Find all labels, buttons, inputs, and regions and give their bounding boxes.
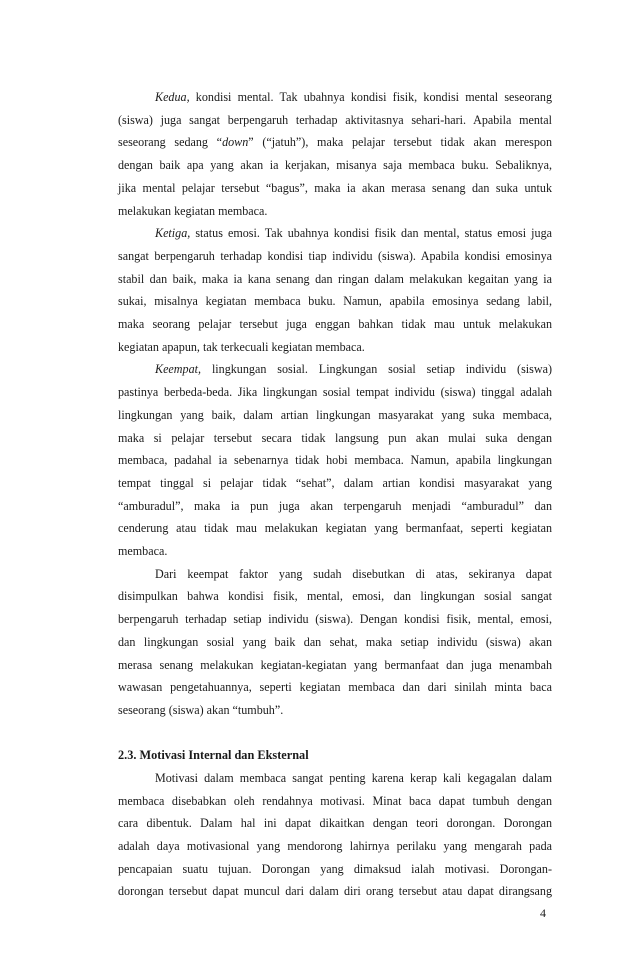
text-line: membaca disebabkan oleh rendahnya motivasi. Minat baca dapat tumbuh dengan bbox=[118, 793, 552, 808]
text-line: melakukan kegiatan membaca. bbox=[118, 203, 268, 218]
text-line: membaca, padahal ia sebenarnya tidak hobi membaca. Namun, apabila lingkungan bbox=[118, 453, 552, 468]
text-line: lingkungan yang baik, dalam artian lingkungan masyarakat yang suka membaca, bbox=[118, 407, 552, 422]
text-line: cenderung atau tidak mau melakukan kegiatan yang bermanfaat, seperti kegiatan bbox=[118, 521, 552, 536]
text-line: cara dibentuk. Dalam hal ini dapat dikaitkan dengan teori dorongan. Dorongan bbox=[118, 816, 552, 831]
text-line: pastinya berbeda-beda. Jika lingkungan sosial tempat individu (siswa) tinggal adalah bbox=[118, 385, 552, 400]
text-line: tempat tinggal si pelajar tidak “sehat”, dalam artian kondisi masyarakat yang bbox=[118, 475, 552, 490]
text-line: merasa senang melakukan kegiatan-kegiatan yang bermanfaat dan juga menambah bbox=[118, 657, 552, 672]
text-line: kegiatan apapun, tak terkecuali kegiatan membaca. bbox=[118, 339, 365, 354]
text-line: seseorang sedang “down” (“jatuh”), maka pelajar tersebut tidak akan merespon bbox=[118, 135, 552, 150]
text-line: Kedua, kondisi mental. Tak ubahnya kondisi fisik, kondisi mental seseorang bbox=[155, 90, 552, 104]
text-line: “amburadul”, maka ia pun juga akan terpengaruh menjadi “amburadul” dan bbox=[118, 498, 552, 513]
section-spacer bbox=[118, 722, 552, 745]
text-line: dorongan tersebut dapat muncul dari dalam diri orang tersebut atau dapat dirangsang bbox=[118, 884, 552, 899]
text-line: maka seorang pelajar tersebut juga enggan bahkan tidak mau untuk melakukan bbox=[118, 317, 552, 332]
paragraph-kesimpulan bbox=[118, 563, 552, 722]
text-line: pencapaian suatu tujuan. Dorongan yang dimaksud ialah motivasi. Dorongan- bbox=[118, 861, 552, 876]
text-line: seseorang (siswa) akan “tumbuh”. bbox=[118, 702, 284, 717]
text-line: wawasan pengetahuannya, seperti kegiatan membaca dan dari sinilah minta baca bbox=[118, 680, 552, 695]
text-line: dengan baik apa yang akan ia kerjakan, misanya saja membaca buku. Sebaliknya, bbox=[118, 158, 552, 173]
paragraph-kedua bbox=[118, 86, 552, 222]
page-number: 4 bbox=[540, 906, 546, 920]
text-line: Ketiga, status emosi. Tak ubahnya kondisi fisik dan mental, status emosi juga bbox=[155, 226, 552, 241]
text-line: (siswa) juga sangat berpengaruh terhadap aktivitasnya sehari-hari. Apabila mental bbox=[118, 112, 552, 127]
text-line: dan lingkungan sosial yang baik dan sehat, maka setiap individu (siswa) akan bbox=[118, 634, 552, 649]
text-line: sangat berpengaruh terhadap kondisi tiap individu (siswa). Apabila kondisi emosinya bbox=[118, 248, 552, 263]
paragraph-ketiga bbox=[118, 222, 552, 358]
paragraph-motivasi bbox=[118, 767, 552, 903]
text-line: membaca. bbox=[118, 544, 168, 559]
document-page bbox=[118, 86, 552, 903]
section-heading: 2.3. Motivasi Internal dan Eksternal bbox=[118, 748, 309, 763]
text-line: disimpulkan bahwa kondisi fisik, mental, emosi, dan lingkungan sosial sangat bbox=[118, 589, 552, 604]
text-line: maka si pelajar tersebut secara tidak langsung pun akan mulai suka dengan bbox=[118, 430, 552, 445]
text-line: adalah daya motivasional yang mendorong lahirnya perilaku yang mengarah pada bbox=[118, 839, 552, 853]
text-line: Dari keempat faktor yang sudah disebutkan di atas, sekiranya dapat bbox=[155, 566, 552, 581]
text-line: stabil dan baik, maka ia kana senang dan ringan dalam melakukan kegaitan yang ia bbox=[118, 271, 552, 286]
text-line: berpengaruh terhadap setiap individu (siswa). Dengan kondisi fisik, mental, emosi, bbox=[118, 612, 552, 627]
text-line: Motivasi dalam membaca sangat penting karena kerap kali kegagalan dalam bbox=[155, 770, 552, 785]
text-line: Keempat, lingkungan sosial. Lingkungan sosial setiap individu (siswa) bbox=[155, 362, 552, 377]
text-line: sukai, misalnya kegiatan membaca buku. Namun, apabila emosinya sedang labil, bbox=[118, 294, 552, 309]
paragraph-keempat bbox=[118, 358, 552, 562]
text-line: jika mental pelajar tersebut “bagus”, maka ia akan merasa senang dan suka untuk bbox=[118, 180, 552, 195]
